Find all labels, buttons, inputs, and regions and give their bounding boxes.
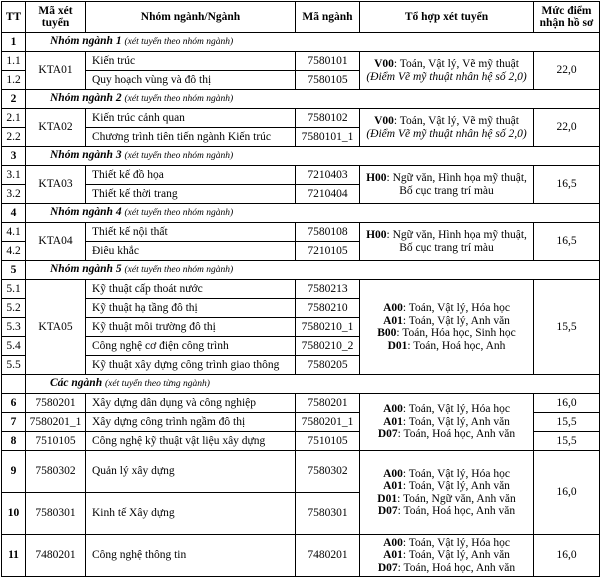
table-row	[2, 223, 600, 242]
combo-cell	[360, 109, 534, 147]
ma-xet-tuyen: 7480201	[26, 535, 86, 577]
combo-line	[363, 115, 530, 128]
group-tt: 2	[2, 90, 26, 109]
major-name: Quy hoạch vùng và đô thị	[86, 71, 296, 90]
header-tt: TT	[2, 2, 26, 33]
group-title-cell	[26, 204, 600, 223]
score: 22,0	[534, 109, 600, 147]
row-tt: 5.4	[2, 337, 26, 356]
group-title: Nhóm ngành 5	[50, 263, 122, 275]
group-title: Nhóm ngành 4	[50, 206, 122, 218]
combo-subjects: : Toán, Hoá học, Anh	[407, 339, 506, 352]
row-tt: 2.2	[2, 128, 26, 147]
row-tt: 11	[2, 535, 26, 577]
row-tt: 9	[2, 451, 26, 493]
score: 16,0	[534, 394, 600, 413]
ma-xet-tuyen: 7580201	[26, 394, 86, 413]
major-name: Điêu khắc	[86, 242, 296, 261]
major-code: 7580302	[296, 451, 360, 493]
row-tt: 5.3	[2, 318, 26, 337]
score: 16,5	[534, 166, 600, 204]
combo-note: (Điểm Vẽ mỹ thuật nhân hệ số 2,0)	[366, 70, 527, 83]
header-ma-nganh: Mã ngành	[296, 2, 360, 33]
major-name: Thiết kế đồ họa	[86, 166, 296, 185]
combo-subjects: : Toán, Vật lý, Hóa học	[402, 536, 510, 549]
combo-line	[363, 229, 530, 242]
combo-cell	[360, 394, 534, 451]
major-name: Kiến trúc	[86, 52, 296, 71]
combo-code: A01	[383, 549, 403, 562]
combo-subjects: : Toán, Vật lý, Vẽ mỹ thuật	[393, 58, 519, 70]
group-tt: 4	[2, 204, 26, 223]
major-code: 7210105	[296, 242, 360, 261]
combo-subjects: : Toán, Vật lý, Anh văn	[402, 314, 510, 327]
combo-code: V00	[374, 58, 394, 70]
major-name: Công nghệ kỹ thuật vật liệu xây dựng	[86, 432, 296, 451]
group-note: (xét tuyển theo nhóm ngành)	[124, 94, 234, 104]
ma-xet-tuyen: KTA01	[26, 52, 86, 90]
combo-line	[363, 172, 530, 185]
combo-code: D07	[377, 505, 398, 517]
empty-cell	[2, 375, 26, 394]
combo-subjects: : Toán, Hoá học, Anh văn	[397, 428, 516, 441]
major-name: Kỹ thuật cấp thoát nước	[86, 280, 296, 299]
row-tt: 4.2	[2, 242, 26, 261]
group-title-cell	[26, 90, 600, 109]
combo-cell	[360, 280, 534, 375]
combo-code: A01	[383, 415, 403, 428]
group-header-row	[2, 261, 600, 280]
combo-subjects: : Toán, Hoá học, Anh văn	[397, 505, 516, 517]
major-name: Kinh tế Xây dựng	[86, 493, 296, 535]
combo-code: V00	[374, 115, 394, 127]
combo-line	[363, 302, 530, 315]
major-name: Xây dựng công trình ngầm đô thị	[86, 413, 296, 432]
row-tt: 5.1	[2, 280, 26, 299]
major-name: Kỹ thuật môi trường đô thị	[86, 318, 296, 337]
combo-line	[363, 480, 530, 493]
combo-line	[363, 403, 530, 416]
group-note: (xét tuyển theo nhóm ngành)	[124, 208, 234, 218]
combo-code: D01	[387, 339, 408, 352]
row-tt: 3.1	[2, 166, 26, 185]
row-tt: 5.2	[2, 299, 26, 318]
row-tt: 3.2	[2, 185, 26, 204]
table-row	[2, 451, 600, 493]
combo-subjects: : Toán, Vật lý, Hóa học	[402, 302, 510, 314]
combo-code: D01	[377, 492, 398, 505]
ma-xet-tuyen: 7510105	[26, 432, 86, 451]
combo-line	[363, 505, 530, 518]
group-title: Nhóm ngành 2	[50, 92, 122, 104]
score: 15,5	[534, 432, 600, 451]
combo-line	[363, 327, 530, 340]
major-name: Thiết kế nội thất	[86, 223, 296, 242]
group-header-row	[2, 90, 600, 109]
combo-line	[363, 340, 530, 353]
score: 16,0	[534, 451, 600, 535]
group-header-row	[2, 33, 600, 52]
ma-xet-tuyen: KTA05	[26, 280, 86, 375]
score: 22,0	[534, 52, 600, 90]
combo-code: A01	[383, 480, 403, 492]
table-body	[2, 33, 600, 577]
combo-note: (Điểm Vẽ mỹ thuật nhân hệ số 2,0)	[366, 127, 527, 140]
section-title-cell	[26, 375, 600, 394]
combo-code: B00	[377, 327, 397, 339]
group-header-row	[2, 147, 600, 166]
combo-cell	[360, 166, 534, 204]
major-code: 7580201	[296, 394, 360, 413]
combo-code: A00	[383, 302, 403, 314]
combo-subjects: : Toán, Vật lý, Hóa học	[402, 403, 510, 416]
combo-code: H00	[366, 172, 387, 184]
major-code: 7580210_1	[296, 318, 360, 337]
combo-line	[363, 315, 530, 328]
row-tt: 4.1	[2, 223, 26, 242]
combo-code: A00	[383, 403, 403, 416]
major-name: Kỹ thuật hạ tầng đô thị	[86, 299, 296, 318]
combo-line	[363, 416, 530, 429]
major-name: Chương trình tiên tiến ngành Kiến trúc	[86, 128, 296, 147]
combo-line-2: Bố cục trang trí màu	[399, 241, 494, 254]
row-tt: 1.2	[2, 71, 26, 90]
major-code: 7580210_2	[296, 337, 360, 356]
group-tt: 5	[2, 261, 26, 280]
score: 16,5	[534, 223, 600, 261]
combo-line	[363, 428, 530, 441]
row-tt: 7	[2, 413, 26, 432]
major-code: 7580205	[296, 356, 360, 375]
section-title: Các ngành	[50, 377, 103, 389]
header-row	[2, 2, 600, 33]
ma-xet-tuyen: 7580302	[26, 451, 86, 493]
row-tt: 8	[2, 432, 26, 451]
row-tt: 5.5	[2, 356, 26, 375]
table-row	[2, 52, 600, 71]
row-tt: 2.1	[2, 109, 26, 128]
group-note: (xét tuyển theo nhóm ngành)	[124, 37, 234, 47]
combo-cell	[360, 451, 534, 535]
header-nganh: Nhóm ngành/Ngành	[86, 2, 296, 33]
combo-subjects: : Toán, Vật lý, Anh văn	[402, 480, 510, 492]
combo-code: A00	[383, 536, 403, 549]
combo-code: H00	[366, 229, 387, 241]
combo-code: A01	[383, 314, 403, 327]
header-ma-xet-tuyen: Mã xét tuyển	[26, 2, 86, 33]
combo-subjects: : Toán, Vật lý, Anh văn	[402, 549, 510, 562]
major-name: Kiến trúc cảnh quan	[86, 109, 296, 128]
combo-line	[363, 537, 530, 550]
major-code: 7580213	[296, 280, 360, 299]
row-tt: 10	[2, 493, 26, 535]
ma-xet-tuyen: KTA03	[26, 166, 86, 204]
combo-subjects: : Ngữ văn, Hình họa mỹ thuật,	[386, 229, 527, 241]
major-code: 7580108	[296, 223, 360, 242]
ma-xet-tuyen: 7580201_1	[26, 413, 86, 432]
combo-code: D07	[377, 561, 398, 574]
table-row	[2, 535, 600, 577]
major-code: 7480201	[296, 535, 360, 577]
major-code: 7580301	[296, 493, 360, 535]
group-title: Nhóm ngành 1	[50, 35, 122, 47]
combo-subjects: : Toán, Hóa học, Sinh học	[396, 327, 516, 339]
major-code: 7210404	[296, 185, 360, 204]
header-muc-diem: Mức điểm nhận hồ sơ	[534, 2, 600, 33]
combo-code: A00	[383, 467, 403, 480]
major-code: 7580101	[296, 52, 360, 71]
combo-line	[363, 562, 530, 575]
ma-xet-tuyen: KTA04	[26, 223, 86, 261]
combo-cell	[360, 223, 534, 261]
section-note: (xét tuyển theo từng ngành)	[104, 379, 210, 389]
combo-subjects: : Toán, Vật lý, Hóa học	[402, 467, 510, 480]
header-to-hop: Tổ hợp xét tuyển	[360, 2, 534, 33]
group-title-cell	[26, 261, 600, 280]
group-tt: 3	[2, 147, 26, 166]
combo-line	[363, 58, 530, 71]
row-tt: 1.1	[2, 52, 26, 71]
combo-code: D07	[377, 428, 398, 441]
major-name: Công nghệ cơ điện công trình	[86, 337, 296, 356]
combo-subjects: : Toán, Ngữ văn, Anh văn	[397, 492, 516, 505]
table-row	[2, 280, 600, 299]
major-code: 7580210	[296, 299, 360, 318]
major-code: 7510105	[296, 432, 360, 451]
combo-line	[363, 468, 530, 481]
score: 15,5	[534, 280, 600, 375]
combo-subjects: : Toán, Vật lý, Anh văn	[402, 415, 510, 428]
group-tt: 1	[2, 33, 26, 52]
major-name: Quản lý xây dựng	[86, 451, 296, 493]
admission-table	[1, 1, 600, 577]
ma-xet-tuyen: 7580301	[26, 493, 86, 535]
group-title-cell	[26, 147, 600, 166]
row-tt: 6	[2, 394, 26, 413]
major-name: Công nghệ thông tin	[86, 535, 296, 577]
major-code: 7580102	[296, 109, 360, 128]
table-row	[2, 166, 600, 185]
combo-cell	[360, 52, 534, 90]
major-name: Thiết kế thời trang	[86, 185, 296, 204]
combo-subjects: : Ngữ văn, Hình họa mỹ thuật,	[386, 172, 527, 184]
combo-subjects: : Toán, Hoá học, Anh văn	[397, 561, 516, 574]
major-name: Kỹ thuật xây dựng công trình giao thông	[86, 356, 296, 375]
major-code: 7210403	[296, 166, 360, 185]
combo-line	[363, 493, 530, 506]
combo-line-2: Bố cục trang trí màu	[399, 184, 494, 197]
table-row	[2, 109, 600, 128]
combo-subjects: : Toán, Vật lý, Vẽ mỹ thuật	[393, 115, 519, 127]
group-title: Nhóm ngành 3	[50, 149, 122, 161]
score: 15,5	[534, 413, 600, 432]
group-title-cell	[26, 33, 600, 52]
section-header-row	[2, 375, 600, 394]
group-note: (xét tuyển theo nhóm ngành)	[124, 265, 234, 275]
combo-line	[363, 549, 530, 562]
score: 16,0	[534, 535, 600, 577]
major-code: 7580101_1	[296, 128, 360, 147]
group-note: (xét tuyển theo nhóm ngành)	[124, 151, 234, 161]
major-code: 7580105	[296, 71, 360, 90]
major-code: 7580201_1	[296, 413, 360, 432]
group-header-row	[2, 204, 600, 223]
combo-cell	[360, 535, 534, 577]
major-name: Xây dựng dân dụng và công nghiệp	[86, 394, 296, 413]
table-row	[2, 394, 600, 413]
ma-xet-tuyen: KTA02	[26, 109, 86, 147]
